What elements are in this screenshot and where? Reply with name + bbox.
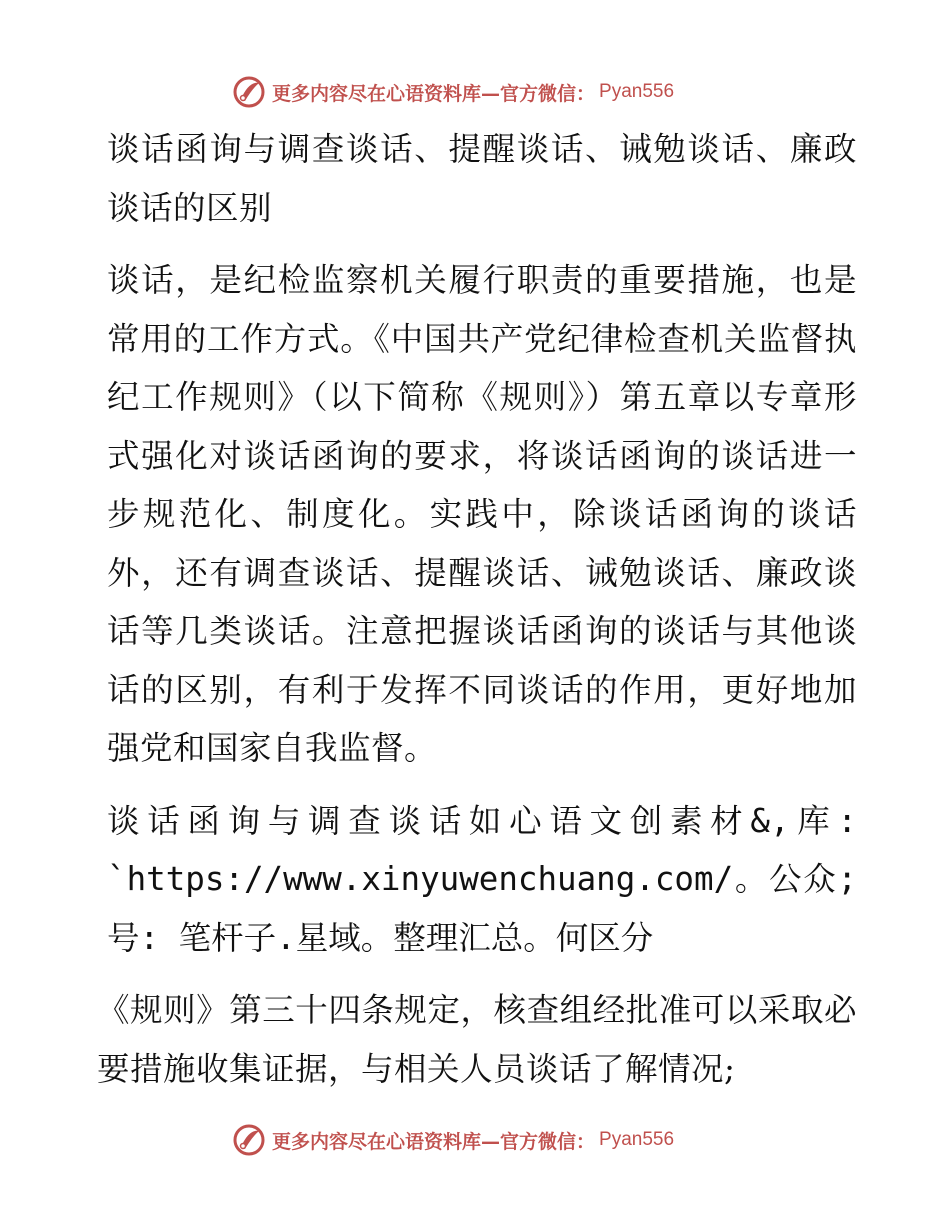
paragraph-2: 谈话函询与调查谈话如心语文创素材&,库: `https://www.xinyuwenchuang.com/。公众;号: 笔杆子.星域。整理汇总。何区分 [107,801,857,957]
footer-banner-text: 更多内容尽在心语资料库—官方微信： [272,1130,596,1153]
article-title: 谈话函询与调查谈话、提醒谈话、诫勉谈话、廉政谈话的区别 [107,130,857,227]
paragraph-1: 谈话，是纪检监察机关履行职责的重要措施，也是常用的工作方式。《中国共产党纪律检查机关监督执纪工作规则》（以下简称《规则》）第五章以专章形式强化对谈话函询的要求，将谈话函询的谈话进一步规范化、制度化。实践中，除谈话函询的谈话外，还有调查谈话、提醒谈话、诫勉谈话、廉政谈话等几类谈话。注意把握谈话函询的谈话与其他谈话的区别，有利于发挥不同谈话的作用，更好地加强党和国家自我监督。 [107,261,857,767]
article-body [97,120,857,1098]
red-quill-swirl-logo-icon [232,1123,266,1157]
red-quill-swirl-logo-icon [232,75,266,109]
footer-banner-wechat-id: Pyan556 [599,1129,675,1150]
header-banner-wechat-id: Pyan556 [599,81,675,102]
header-banner-text: 更多内容尽在心语资料库—官方微信： [272,82,596,105]
footer-watermark-banner [232,1120,722,1160]
paragraph-3: 《规则》第三十四条规定，核查组经批准可以采取必要措施收集证据，与相关人员谈话了解情况; [97,991,857,1088]
header-watermark-banner [232,72,722,112]
